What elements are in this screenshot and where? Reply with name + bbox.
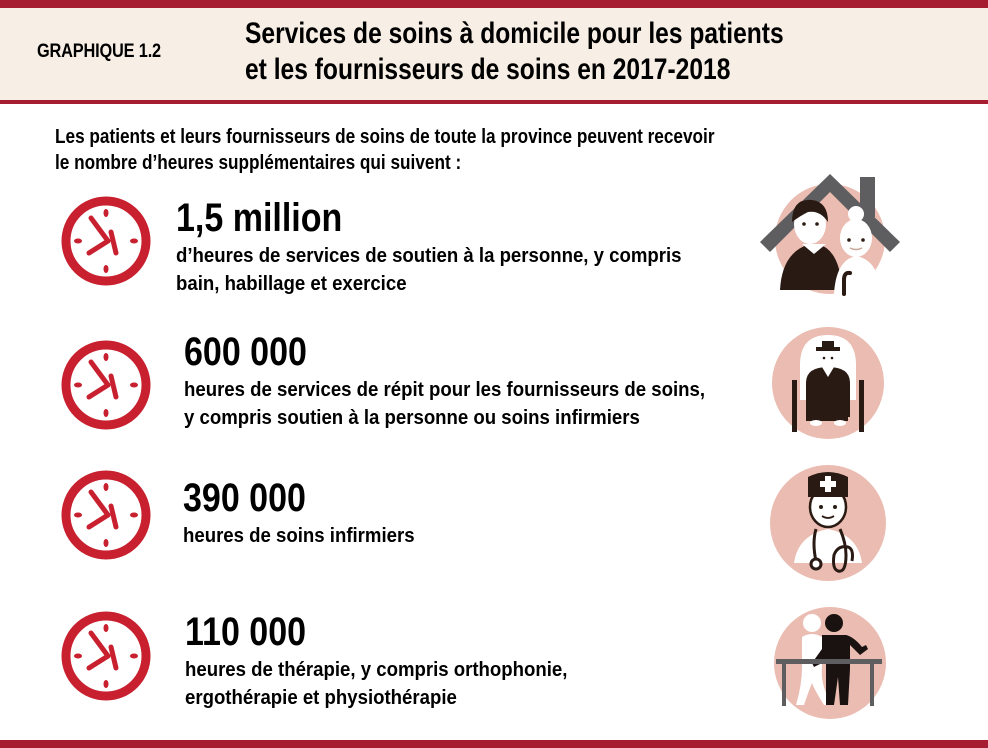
stat-value: 390 000 — [183, 476, 306, 520]
physiotherapy-icon — [772, 605, 888, 721]
desc-line-1: heures de soins infirmiers — [183, 525, 415, 547]
stat-value: 1,5 million — [176, 196, 343, 240]
desc-line-2: ergothérapie et physiothérapie — [185, 687, 457, 709]
intro-text — [55, 124, 715, 176]
stat-value: 600 000 — [184, 330, 307, 374]
stat-description — [184, 376, 705, 432]
top-accent-bar — [0, 0, 988, 8]
clock-icon — [60, 610, 152, 702]
wheelchair-senior-icon — [770, 325, 886, 441]
clock-icon — [60, 469, 152, 561]
stat-description — [185, 656, 567, 712]
figure-label: GRAPHIQUE 1.2 — [37, 41, 161, 62]
clock-icon — [60, 339, 152, 431]
title-line-1: Services de soins à domicile pour les patients — [245, 17, 784, 50]
title-line-2: et les fournisseurs de soins en 2017-2018 — [245, 53, 731, 86]
stat-description — [183, 522, 415, 550]
desc-line-2: y compris soutien à la personne ou soins infirmiers — [184, 407, 640, 429]
intro-line-1: Les patients et leurs fournisseurs de soins de toute la province peuvent recevoir — [55, 126, 715, 148]
stat-description — [176, 242, 681, 298]
header-divider — [0, 100, 988, 104]
nurse-icon — [768, 463, 888, 583]
desc-line-2: bain, habillage et exercice — [176, 273, 407, 295]
desc-line-1: heures de thérapie, y compris orthophonie, — [185, 659, 568, 681]
clock-icon — [60, 195, 152, 287]
intro-line-2: le nombre d’heures supplémentaires qui suivent : — [55, 152, 462, 174]
page-title — [245, 16, 784, 88]
desc-line-1: heures de services de répit pour les fournisseurs de soins, — [184, 379, 706, 401]
home-caregiver-icon — [760, 172, 905, 297]
desc-line-1: d’heures de services de soutien à la personne, y compris — [176, 245, 682, 267]
bottom-accent-bar — [0, 740, 988, 748]
stat-value: 110 000 — [185, 610, 307, 654]
